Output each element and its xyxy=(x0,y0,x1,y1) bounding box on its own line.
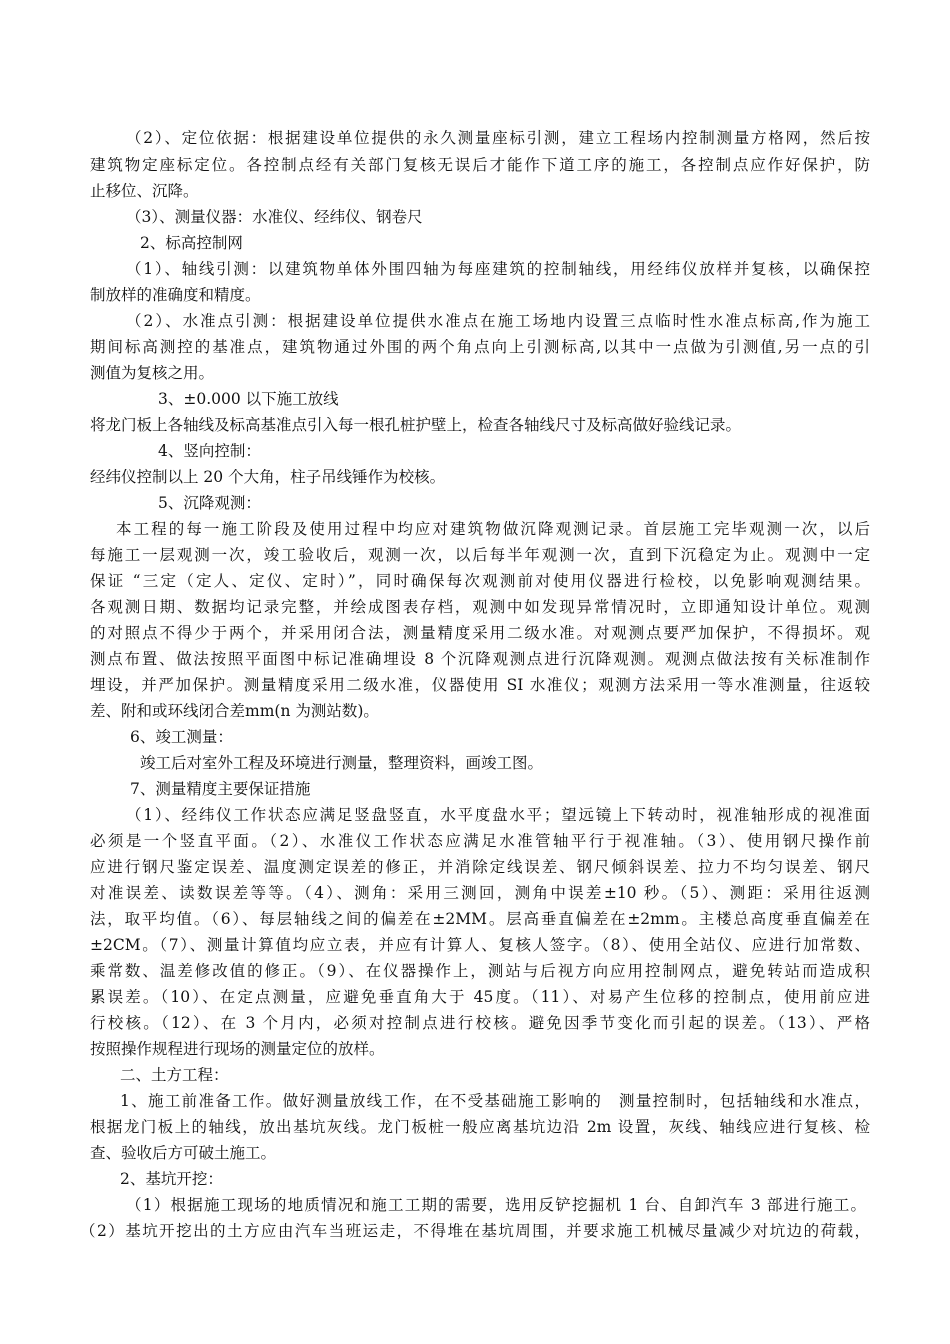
text-line: 法，取平均值。（6）、每层轴线之间的偏差在±2MM。层高垂直偏差在±2mm。主楼总高度垂直偏差在 xyxy=(90,910,870,928)
text-line: ±2CM。（7）、测量计算值均应立表，并应有计算人、复核人签字。（8）、使用全站仪、应进行加常数、 xyxy=(90,936,870,954)
text-line: 差、附和或环线闭合差mm(n 为测站数)。 xyxy=(90,702,379,720)
text-line: 保证 “三定（定人、定仪、定时）”，同时确保每次观测前对使用仪器进行检校，以免影响观测结果。 xyxy=(90,572,870,590)
text-line: 必须是一个竖直平面。（2）、水准仪工作状态应满足水准管轴平行于视准轴。（3）、使用钢尺操作前 xyxy=(90,832,870,850)
text-line: 对准误差、读数误差等等。（4）、测角：采用三测回，测角中误差±10 秒。（5）、测距：采用往返测 xyxy=(90,884,870,902)
text-line: 将龙门板上各轴线及标高基准点引入每一根孔桩护壁上，检查各轴线尺寸及标高做好验线记录。 xyxy=(90,416,742,434)
text-line: 测点布置、做法按照平面图中标记准确埋设 8 个沉降观测点进行沉降观测。观测点做法按有关标准制作 xyxy=(90,650,870,668)
text-line: 本工程的每一施工阶段及使用过程中均应对建筑物做沉降观测记录。首层施工完毕观测一次，以后 xyxy=(116,520,870,538)
text-line: 累误差。（10）、在定点测量，应避免垂直角大于 45度。（11）、对易产生位移的控制点，使用前应进 xyxy=(90,988,870,1006)
text-line: 制放样的准确度和精度。 xyxy=(90,286,261,304)
text-line: 各观测日期、数据均记录完整，并绘成图表存档，观测中如发现异常情况时，立即通知设计单位。观测 xyxy=(90,598,870,616)
text-line: 经纬仪控制以上 20 个大角，柱子吊线锤作为校核。 xyxy=(90,468,446,486)
text-line: 应进行钢尺鉴定误差、温度测定误差的修正，并消除定线误差、钢尺倾斜误差、拉力不均匀误差、钢尺 xyxy=(90,858,870,876)
text-line: （1）、轴线引测：以建筑物单体外围四轴为每座建筑的控制轴线，用经纬仪放样并复核，以确保控 xyxy=(126,260,870,278)
section-heading: 2、基坑开挖： xyxy=(120,1170,223,1188)
section-heading: 4、竖向控制： xyxy=(158,442,261,460)
text-line: 查、验收后方可破土施工。 xyxy=(90,1144,277,1162)
text-line: （1）根据施工现场的地质情况和施工工期的需要，选用反铲挖掘机 1 台、自卸汽车 3 部进行施工。 xyxy=(126,1196,866,1214)
text-line: 测值为复核之用。 xyxy=(90,364,215,382)
text-line: 止移位、沉降。 xyxy=(90,182,199,200)
section-heading: 二、土方工程： xyxy=(120,1066,229,1084)
text-line: （2）、定位依据：根据建设单位提供的永久测量座标引测，建立工程场内控制测量方格网，然后按 xyxy=(126,129,870,147)
text-line: （1）、经纬仪工作状态应满足竖盘竖直，水平度盘水平；望远镜上下转动时，视准轴形成的视准面 xyxy=(126,806,870,824)
text-line: 的对照点不得少于两个，并采用闭合法，测量精度采用二级水准。对观测点要严加保护，不得损坏。观 xyxy=(90,624,870,642)
section-heading: 7、测量精度主要保证措施 xyxy=(130,780,311,798)
text-line: 每施工一层观测一次，竣工验收后，观测一次，以后每半年观测一次，直到下沉稳定为止。观测中一定 xyxy=(90,546,870,564)
section-heading: 3、±0.000 以下施工放线 xyxy=(158,390,339,408)
text-line: 建筑物定座标定位。各控制点经有关部门复核无误后才能作下道工序的施工，各控制点应作好保护，防 xyxy=(90,156,870,174)
text-line: （2）基坑开挖出的土方应由汽车当班运走，不得堆在基坑周围，并要求施工机械尽量减少对坑边的荷载， xyxy=(80,1222,870,1240)
text-line: 按照操作规程进行现场的测量定位的放样。 xyxy=(90,1040,385,1058)
section-heading: 5、沉降观测： xyxy=(158,494,261,512)
text-line: 期间标高测控的基准点，建筑物通过外围的两个角点向上引测标高,以其中一点做为引测值,另一点的引 xyxy=(90,338,870,356)
section-heading: 2、标高控制网 xyxy=(140,234,243,252)
text-line: 1、施工前准备工作。做好测量放线工作，在不受基础施工影响的 测量控制时，包括轴线和水准点， xyxy=(120,1092,870,1110)
text-line: 行校核。（12）、在 3 个月内，必须对控制点进行校核。避免因季节变化而引起的误差。（13）、严格 xyxy=(90,1014,870,1032)
text-line: 乘常数、温差修改值的修正。（9）、在仪器操作上，测站与后视方向应用控制网点，避免转站而造成积 xyxy=(90,962,870,980)
text-line: 埋设，并严加保护。测量精度采用二级水准，仪器使用 SI 水准仪；观测方法采用一等水准测量，往返较 xyxy=(90,676,870,694)
text-line: （2）、水准点引测：根据建设单位提供水准点在施工场地内设置三点临时性水准点标高,作为施工 xyxy=(126,312,870,330)
text-line: 根据龙门板上的轴线，放出基坑灰线。龙门板桩一般应离基坑边沿 2m 设置，灰线、轴线应进行复核、检 xyxy=(90,1118,870,1136)
section-heading: 6、竣工测量： xyxy=(130,728,233,746)
text-line: 竣工后对室外工程及环境进行测量，整理资料，画竣工图。 xyxy=(140,754,544,772)
text-line: （3）、测量仪器：水准仪、经纬仪、钢卷尺 xyxy=(126,208,423,226)
